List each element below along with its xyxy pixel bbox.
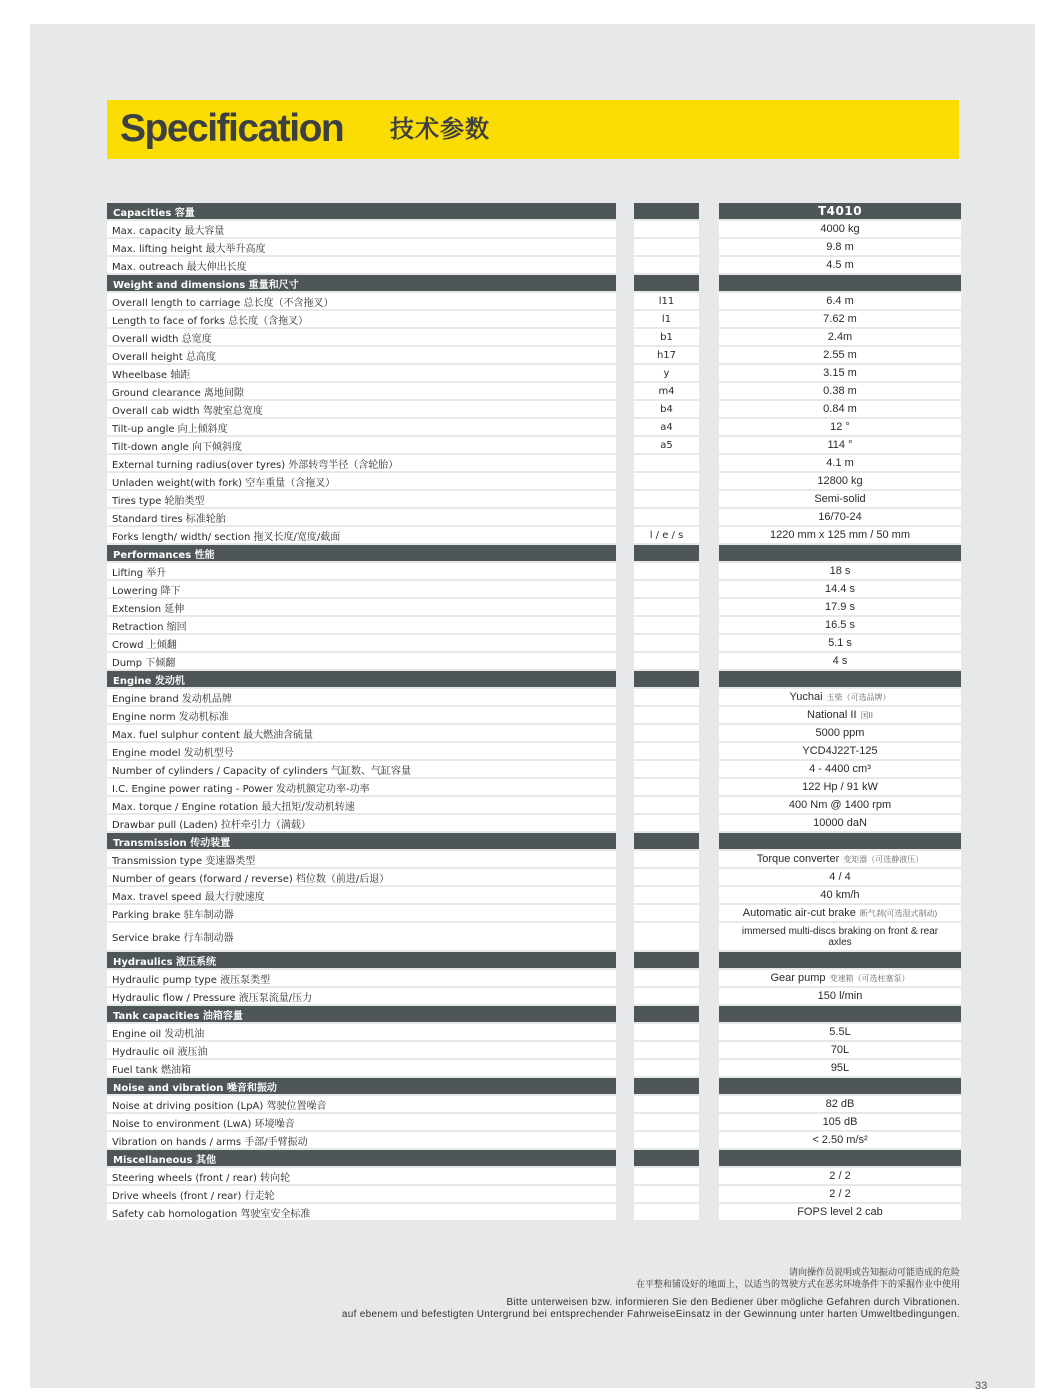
spec-value-text: 114 ° — [827, 439, 853, 451]
spec-symbol — [634, 1186, 699, 1202]
spec-label: Engine oil 发动机油 — [107, 1024, 616, 1040]
section-header — [107, 952, 961, 968]
spec-row — [107, 365, 961, 381]
spec-label: Retraction 缩回 — [107, 617, 616, 633]
spec-row — [107, 1024, 961, 1040]
section-symbol-cell — [634, 671, 699, 687]
spec-label: Overall cab width 驾驶室总宽度 — [107, 401, 616, 417]
spec-value — [719, 970, 961, 986]
spec-value-text: 400 Nm @ 1400 rpm — [788, 799, 892, 811]
spec-label: Max. travel speed 最大行驶速度 — [107, 887, 616, 903]
spec-value — [719, 455, 961, 471]
spec-value-text: 4.5 m — [826, 259, 854, 271]
spec-symbol — [634, 797, 699, 813]
spec-label: Length to face of forks 总长度（含拖叉） — [107, 311, 616, 327]
section-value-cell — [719, 1006, 961, 1022]
spec-label: Steering wheels (front / rear) 转向轮 — [107, 1168, 616, 1184]
spec-value — [719, 239, 961, 255]
spec-label: Tilt-down angle 向下倾斜度 — [107, 437, 616, 453]
spec-value-text: 4000 kg — [820, 223, 860, 235]
spec-row — [107, 581, 961, 597]
spec-row — [107, 851, 961, 867]
section-value-cell — [719, 545, 961, 561]
spec-value — [719, 599, 961, 615]
spec-symbol: l / e / s — [634, 527, 699, 543]
spec-symbol — [634, 779, 699, 795]
spec-row — [107, 689, 961, 705]
section-symbol-cell — [634, 1006, 699, 1022]
spec-value-text: YCD4J22T-125 — [802, 745, 878, 757]
spec-value-note: 变速箱（可选柱塞泵） — [829, 973, 910, 983]
spec-symbol: a4 — [634, 419, 699, 435]
spec-value-text: Gear pump — [770, 972, 826, 984]
spec-value — [719, 1132, 961, 1148]
spec-row — [107, 293, 961, 309]
spec-value-text: 9.8 m — [826, 241, 854, 253]
spec-symbol — [634, 473, 699, 489]
spec-symbol — [634, 257, 699, 273]
spec-value-text: 2.4m — [827, 331, 853, 343]
spec-label: Vibration on hands / arms 手部/手臂振动 — [107, 1132, 616, 1148]
spec-row — [107, 887, 961, 903]
spec-value-text: 10000 daN — [813, 817, 867, 829]
section-symbol-cell — [634, 545, 699, 561]
spec-value — [719, 293, 961, 309]
spec-symbol: l1 — [634, 311, 699, 327]
spec-value-text: 82 dB — [825, 1098, 855, 1110]
footer-note-zh-1: 请向操作员说明或告知振动可能造成的危险 — [788, 1268, 960, 1278]
spec-label: Standard tires 标准轮胎 — [107, 509, 616, 525]
spec-row — [107, 257, 961, 273]
spec-label: Fuel tank 燃油箱 — [107, 1060, 616, 1076]
spec-value-text: 122 Hp / 91 kW — [802, 781, 878, 793]
section-title: Engine 发动机 — [107, 671, 616, 687]
spec-row — [107, 491, 961, 507]
section-symbol-cell — [634, 952, 699, 968]
spec-value-text: 16.5 s — [825, 619, 855, 631]
spec-symbol — [634, 923, 699, 950]
spec-value-text: 4.1 m — [826, 457, 854, 469]
section-title: Performances 性能 — [107, 545, 616, 561]
spec-row — [107, 1060, 961, 1076]
spec-value — [719, 437, 961, 453]
spec-value-text: 150 l/min — [817, 990, 863, 1002]
section-symbol-cell — [634, 1078, 699, 1094]
spec-row — [107, 635, 961, 651]
spec-value-text: 18 s — [829, 565, 851, 577]
spec-value-text: Automatic air-cut brake — [742, 907, 856, 919]
section-title: Miscellaneous 其他 — [107, 1150, 616, 1166]
spec-symbol: y — [634, 365, 699, 381]
section-symbol-cell — [634, 1150, 699, 1166]
spec-label: I.C. Engine power rating - Power 发动机额定功率-功率 — [107, 779, 616, 795]
spec-symbol — [634, 851, 699, 867]
spec-label: Engine model 发动机型号 — [107, 743, 616, 759]
spec-symbol — [634, 221, 699, 237]
spec-label: Unladen weight(with fork) 空车重量（含拖叉） — [107, 473, 616, 489]
spec-value — [719, 1168, 961, 1184]
spec-value-text: 14.4 s — [825, 583, 855, 595]
spec-value-note: 断气刹(可选湿式制动) — [859, 908, 938, 918]
spec-symbol: m4 — [634, 383, 699, 399]
section-symbol-cell — [634, 203, 699, 219]
spec-label: Tilt-up angle 向上倾斜度 — [107, 419, 616, 435]
spec-symbol — [634, 1114, 699, 1130]
spec-label: Hydraulic flow / Pressure 液压泵流量/压力 — [107, 988, 616, 1004]
spec-value — [719, 311, 961, 327]
section-header — [107, 1006, 961, 1022]
spec-symbol — [634, 707, 699, 723]
spec-symbol — [634, 599, 699, 615]
spec-row — [107, 653, 961, 669]
spec-symbol — [634, 1060, 699, 1076]
spec-label: Drawbar pull (Laden) 拉杆牵引力（满载） — [107, 815, 616, 831]
spec-value-text: 2 / 2 — [829, 1170, 851, 1182]
spec-label: External turning radius(over tyres) 外部转弯半径（含轮胎） — [107, 455, 616, 471]
footer-note-de-1: Bitte unterweisen bzw. informieren Sie den Bediener über mögliche Gefahren durch Vibrationen. — [506, 1297, 960, 1308]
spec-label: Overall height 总高度 — [107, 347, 616, 363]
spec-value — [719, 257, 961, 273]
section-title: Tank capacities 油箱容量 — [107, 1006, 616, 1022]
spec-symbol — [634, 725, 699, 741]
spec-value-text: 5.5L — [829, 1026, 851, 1038]
section-title: Noise and vibration 噪音和振动 — [107, 1078, 616, 1094]
spec-row — [107, 347, 961, 363]
spec-value-text: 7.62 m — [823, 313, 857, 325]
spec-value — [719, 869, 961, 885]
spec-value — [719, 1114, 961, 1130]
section-value-cell — [719, 833, 961, 849]
spec-value — [719, 743, 961, 759]
spec-value — [719, 851, 961, 867]
spec-symbol — [634, 653, 699, 669]
spec-value-text: 4 s — [832, 655, 848, 667]
spec-row — [107, 563, 961, 579]
spec-value — [719, 887, 961, 903]
section-symbol-cell — [634, 833, 699, 849]
spec-value-text: 4 - 4400 cm³ — [809, 763, 871, 775]
spec-label: Hydraulic pump type 液压泵类型 — [107, 970, 616, 986]
spec-row — [107, 509, 961, 525]
spec-label: Ground clearance 离地间隙 — [107, 383, 616, 399]
spec-value-text: 4 / 4 — [829, 871, 851, 883]
spec-row — [107, 401, 961, 417]
spec-value — [719, 527, 961, 543]
spec-symbol — [634, 1132, 699, 1148]
spec-row — [107, 1096, 961, 1112]
spec-value-text: immersed multi-discs braking on front & rear axles — [741, 925, 939, 948]
spec-label: Overall width 总宽度 — [107, 329, 616, 345]
spec-value-text: 2 / 2 — [829, 1188, 851, 1200]
section-value-cell — [719, 1078, 961, 1094]
spec-row — [107, 815, 961, 831]
spec-value-text: 5.1 s — [828, 637, 852, 649]
spec-row — [107, 383, 961, 399]
spec-row — [107, 1168, 961, 1184]
spec-row — [107, 988, 961, 1004]
spec-value — [719, 383, 961, 399]
spec-value-text: Yuchai — [789, 691, 823, 703]
spec-row — [107, 1186, 961, 1202]
spec-label: Max. outreach 最大伸出长度 — [107, 257, 616, 273]
spec-row — [107, 725, 961, 741]
section-header — [107, 671, 961, 687]
spec-value-text: 95L — [830, 1062, 850, 1074]
spec-value-text: 40 km/h — [820, 889, 860, 901]
spec-value — [719, 761, 961, 777]
spec-symbol — [634, 455, 699, 471]
spec-value-note: 变矩器（可选静液压） — [843, 854, 924, 864]
spec-label: Wheelbase 轴距 — [107, 365, 616, 381]
spec-label: Number of gears (forward / reverse) 档位数（前进/后退） — [107, 869, 616, 885]
section-value-cell — [719, 1150, 961, 1166]
spec-label: Noise at driving position (LpA) 驾驶位置噪音 — [107, 1096, 616, 1112]
spec-label: Lifting 举升 — [107, 563, 616, 579]
spec-row — [107, 599, 961, 615]
spec-symbol — [634, 869, 699, 885]
spec-label: Max. torque / Engine rotation 最大扭矩/发动机转速 — [107, 797, 616, 813]
spec-value — [719, 923, 961, 950]
spec-symbol: a5 — [634, 437, 699, 453]
section-title: Capacities 容量 — [107, 203, 616, 219]
spec-symbol — [634, 491, 699, 507]
title-banner — [107, 100, 959, 159]
spec-label: Safety cab homologation 驾驶室安全标准 — [107, 1204, 616, 1220]
spec-value — [719, 221, 961, 237]
spec-value-text: Semi-solid — [814, 493, 866, 505]
spec-row — [107, 437, 961, 453]
spec-value — [719, 473, 961, 489]
footer-note-zh-2: 在平整和铺设好的地面上，以适当的驾驶方式在恶劣环境条件下的采掘作业中使用 — [635, 1280, 960, 1290]
spec-row — [107, 221, 961, 237]
section-header — [107, 1078, 961, 1094]
spec-row — [107, 923, 961, 950]
spec-label: Engine brand 发动机品牌 — [107, 689, 616, 705]
spec-symbol: h17 — [634, 347, 699, 363]
spec-symbol — [634, 988, 699, 1004]
footer-note-de-2: auf ebenem und befestigten Untergrund bei entsprechender FahrweiseEinsatz in der Gewinnung unter harten Umweltbedingungen. — [341, 1309, 960, 1320]
section-title: Transmission 传动装置 — [107, 833, 616, 849]
spec-row — [107, 419, 961, 435]
spec-row — [107, 905, 961, 921]
spec-label: Lowering 降下 — [107, 581, 616, 597]
spec-row — [107, 761, 961, 777]
spec-value-note: 玉柴（可选品牌） — [826, 692, 891, 702]
title-zh: 技术参数 — [390, 115, 490, 143]
spec-value — [719, 491, 961, 507]
spec-label: Max. lifting height 最大举升高度 — [107, 239, 616, 255]
spec-row — [107, 970, 961, 986]
spec-row — [107, 617, 961, 633]
spec-value-text: FOPS level 2 cab — [797, 1206, 883, 1218]
spec-value — [719, 1186, 961, 1202]
spec-symbol — [634, 887, 699, 903]
spec-symbol — [634, 1168, 699, 1184]
spec-value — [719, 905, 961, 921]
spec-value — [719, 815, 961, 831]
spec-row — [107, 797, 961, 813]
title-en: Specification — [120, 107, 344, 150]
spec-symbol — [634, 1024, 699, 1040]
spec-value — [719, 779, 961, 795]
spec-value — [719, 1096, 961, 1112]
spec-symbol — [634, 617, 699, 633]
spec-row — [107, 455, 961, 471]
spec-symbol: l11 — [634, 293, 699, 309]
spec-symbol — [634, 761, 699, 777]
section-header — [107, 833, 961, 849]
spec-label: Number of cylinders / Capacity of cylinders 气缸数、气缸容量 — [107, 761, 616, 777]
spec-value — [719, 653, 961, 669]
model-name: T4010 — [719, 203, 961, 219]
spec-value — [719, 725, 961, 741]
spec-symbol — [634, 635, 699, 651]
spec-label: Parking brake 驻车制动器 — [107, 905, 616, 921]
spec-symbol: b4 — [634, 401, 699, 417]
section-header — [107, 275, 961, 291]
spec-row — [107, 1204, 961, 1220]
spec-label: Hydraulic oil 液压油 — [107, 1042, 616, 1058]
spec-symbol — [634, 743, 699, 759]
section-value-cell — [719, 671, 961, 687]
spec-value-text: 6.4 m — [826, 295, 854, 307]
spec-value-text: 12 ° — [830, 421, 850, 433]
spec-value-text: 3.15 m — [823, 367, 857, 379]
spec-row — [107, 707, 961, 723]
spec-symbol — [634, 905, 699, 921]
spec-label: Max. capacity 最大容量 — [107, 221, 616, 237]
spec-value-text: 0.38 m — [823, 385, 857, 397]
section-symbol-cell — [634, 275, 699, 291]
spec-row — [107, 1132, 961, 1148]
spec-value — [719, 689, 961, 705]
spec-row — [107, 329, 961, 345]
spec-label: Forks length/ width/ section 拖叉长度/宽度/截面 — [107, 527, 616, 543]
spec-value — [719, 1042, 961, 1058]
spec-symbol — [634, 509, 699, 525]
spec-value-text: 17.9 s — [825, 601, 855, 613]
spec-value — [719, 347, 961, 363]
spec-value — [719, 563, 961, 579]
spec-label: Max. fuel sulphur content 最大燃油含硫量 — [107, 725, 616, 741]
spec-symbol — [634, 239, 699, 255]
spec-symbol — [634, 1204, 699, 1220]
spec-value — [719, 1204, 961, 1220]
spec-value-text: 2.55 m — [823, 349, 857, 361]
spec-row — [107, 239, 961, 255]
spec-value-text: 5000 ppm — [815, 727, 865, 739]
spec-row — [107, 1114, 961, 1130]
section-header — [107, 1150, 961, 1166]
spec-row — [107, 311, 961, 327]
spec-value-text: < 2.50 m/s² — [812, 1134, 868, 1146]
spec-symbol: b1 — [634, 329, 699, 345]
spec-symbol — [634, 970, 699, 986]
spec-row — [107, 743, 961, 759]
spec-value-text: 0.84 m — [823, 403, 857, 415]
spec-label: Extension 延伸 — [107, 599, 616, 615]
page-number: 33 — [975, 1380, 988, 1392]
section-header — [107, 203, 961, 219]
spec-value — [719, 617, 961, 633]
spec-value — [719, 1060, 961, 1076]
section-header — [107, 545, 961, 561]
spec-row — [107, 869, 961, 885]
section-title: Hydraulics 液压系统 — [107, 952, 616, 968]
spec-label: Service brake 行车制动器 — [107, 923, 616, 950]
spec-value-text: 70L — [830, 1044, 850, 1056]
spec-value-note: 国II — [860, 710, 873, 720]
section-title: Weight and dimensions 重量和尺寸 — [107, 275, 616, 291]
spec-value — [719, 581, 961, 597]
spec-row — [107, 1042, 961, 1058]
spec-value — [719, 1024, 961, 1040]
spec-value — [719, 365, 961, 381]
spec-value — [719, 419, 961, 435]
spec-value — [719, 635, 961, 651]
spec-value — [719, 797, 961, 813]
spec-value-text: 16/70-24 — [818, 511, 862, 523]
spec-value-text: Torque converter — [756, 853, 840, 865]
spec-label: Dump 下倾翻 — [107, 653, 616, 669]
spec-symbol — [634, 581, 699, 597]
spec-value-text: 12800 kg — [817, 475, 863, 487]
spec-symbol — [634, 815, 699, 831]
spec-value — [719, 707, 961, 723]
section-value-cell — [719, 275, 961, 291]
spec-label: Crowd 上倾翻 — [107, 635, 616, 651]
spec-label: Noise to environment (LwA) 环境噪音 — [107, 1114, 616, 1130]
spec-row — [107, 779, 961, 795]
spec-value — [719, 329, 961, 345]
spec-value-text: National II — [807, 709, 857, 721]
spec-label: Tires type 轮胎类型 — [107, 491, 616, 507]
spec-value — [719, 988, 961, 1004]
spec-label: Engine norm 发动机标准 — [107, 707, 616, 723]
spec-label: Transmission type 变速器类型 — [107, 851, 616, 867]
spec-value-text: 105 dB — [822, 1116, 858, 1128]
spec-label: Overall length to carriage 总长度（不含拖叉） — [107, 293, 616, 309]
spec-symbol — [634, 1042, 699, 1058]
spec-value — [719, 401, 961, 417]
section-value-cell — [719, 952, 961, 968]
spec-symbol — [634, 1096, 699, 1112]
spec-row — [107, 527, 961, 543]
spec-symbol — [634, 689, 699, 705]
spec-value — [719, 509, 961, 525]
spec-label: Drive wheels (front / rear) 行走轮 — [107, 1186, 616, 1202]
spec-row — [107, 473, 961, 489]
spec-value-text: 1220 mm x 125 mm / 50 mm — [770, 529, 910, 541]
spec-symbol — [634, 563, 699, 579]
